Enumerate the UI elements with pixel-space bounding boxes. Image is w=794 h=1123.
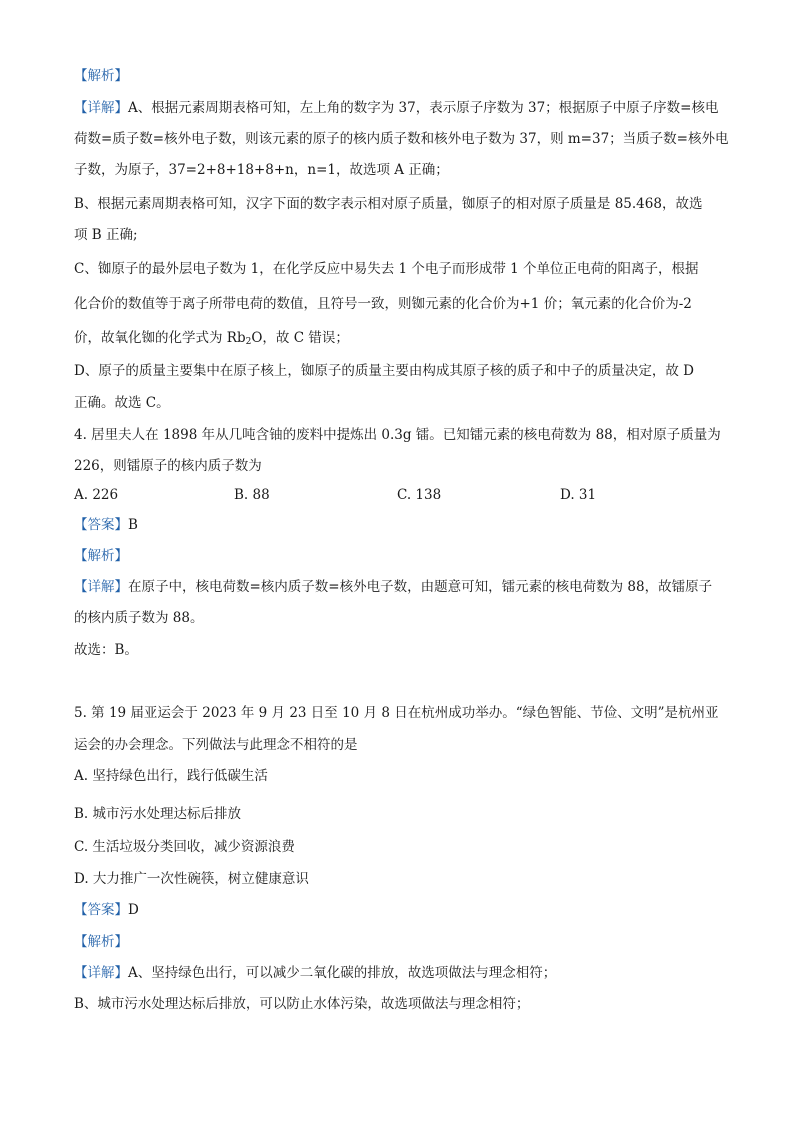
q5-option-c: C. 生活垃圾分类回收，减少资源浪费	[74, 839, 295, 855]
q5-detail-tag: 【详解】	[74, 965, 128, 981]
q3-line8-sub: 2	[245, 337, 252, 347]
q4-choose: 故选：B。	[74, 642, 138, 658]
q5-detail-line-2: B、城市污水处理达标后排放，可以防止水体污染，故选项做法与理念相符；	[74, 996, 530, 1012]
q5-answer	[74, 901, 139, 919]
q5-option-b: B. 城市污水处理达标后排放	[74, 806, 242, 822]
q5-detail-line-1	[74, 964, 556, 982]
q3-detail-tag: 【详解】	[74, 100, 128, 116]
q5-stem-line-2: 运会的办会理念。下列做法与此理念不相符的是	[74, 737, 358, 753]
q3-detail-line-6: C、铷原子的最外层电子数为 1，在化学反应中易失去 1 个电子而形成带 1 个单位正电荷的阳离子，根据	[74, 261, 699, 277]
q5-stem-line-1: 5. 第 19 届亚运会于 2023 年 9 月 23 日至 10 月 8 日在杭州成功举办。“绿色智能、节俭、文明”是杭州亚	[74, 705, 719, 721]
q4-option-d: D. 31	[560, 487, 597, 503]
q5-analysis-tag: 【解析】	[74, 934, 128, 950]
q4-detail-text-1: 在原子中，核电荷数=核内质子数=核外电子数，由题意可知，镭元素的核电荷数为 88，故镭原子	[128, 579, 713, 595]
q4-detail-line-2: 的核内质子数为 88。	[74, 610, 204, 626]
q4-option-c: C. 138	[397, 487, 442, 503]
q3-detail-line-7: 化合价的数值等于离子所带电荷的数值，且符号一致，则铷元素的化合价为+1 价；氧元素的化合价为-2	[74, 296, 692, 312]
q3-detail-line-1	[74, 99, 719, 117]
q3-detail-line-10: 正确。故选 C。	[74, 395, 170, 411]
q4-detail-line-1	[74, 578, 712, 596]
q4-option-a: A. 226	[74, 487, 119, 503]
q5-option-a: A. 坚持绿色出行，践行低碳生活	[74, 768, 268, 784]
q3-detail-line-2: 荷数=质子数=核外电子数，则该元素的原子的核内质子数和核外电子数为 37，则 m=37；当质子数=核外电	[74, 131, 729, 147]
q5-answer-value: D	[128, 902, 139, 918]
q3-detail-line-9: D、原子的质量主要集中在原子核上，铷原子的质量主要由构成其原子核的质子和中子的质量决定，故 D	[74, 363, 694, 379]
q3-detail-text-1: A、根据元素周期表格可知，左上角的数字为 37，表示原子序数为 37；根据原子中原子序数=核电	[128, 100, 719, 116]
q3-analysis-tag: 【解析】	[74, 68, 128, 84]
q4-analysis-tag: 【解析】	[74, 548, 128, 564]
q3-line8-post: O，故 C 错误；	[251, 330, 349, 346]
q4-answer	[74, 516, 138, 534]
q3-detail-line-4: B、根据元素周期表格可知，汉字下面的数字表示相对原子质量，铷原子的相对原子质量是 85.468，故选	[74, 196, 703, 212]
q4-stem-line-2: 226，则镭原子的核内质子数为	[74, 458, 262, 474]
q3-detail-line-3: 子数，为原子，37=2+8+18+8+n，n=1，故选项 A 正确；	[74, 162, 449, 178]
q3-detail-line-5: 项 B 正确;	[74, 227, 138, 243]
q3-detail-line-8	[74, 329, 349, 347]
q5-option-d: D. 大力推广一次性碗筷，树立健康意识	[74, 871, 309, 887]
q4-option-b: B. 88	[234, 487, 270, 503]
q5-detail-text-1: A、坚持绿色出行，可以减少二氧化碳的排放，故选项做法与理念相符；	[128, 965, 557, 981]
q5-answer-tag: 【答案】	[74, 902, 128, 918]
q3-line8-pre: 价，故氧化铷的化学式为 Rb	[74, 330, 246, 346]
q4-stem-line-1: 4. 居里夫人在 1898 年从几吨含铀的废料中提炼出 0.3g 镭。已知镭元素的核电荷数为 88，相对原子质量为	[74, 427, 721, 443]
q4-answer-value: B	[128, 517, 138, 533]
q4-answer-tag: 【答案】	[74, 517, 128, 533]
q4-detail-tag: 【详解】	[74, 579, 128, 595]
